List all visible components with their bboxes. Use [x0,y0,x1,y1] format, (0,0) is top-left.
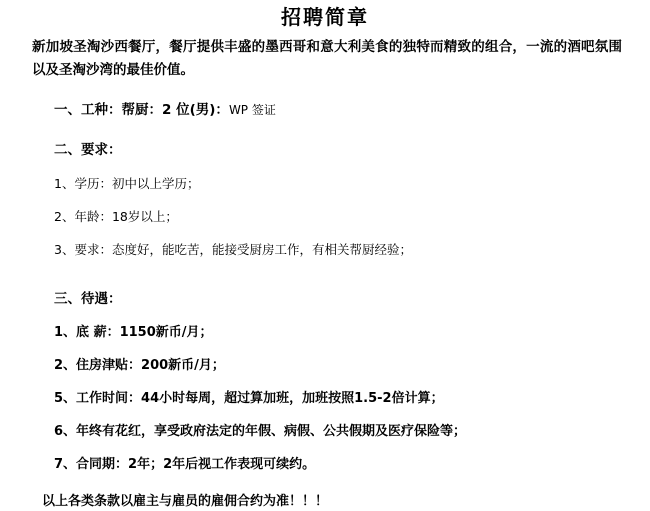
list-item: 1、底 薪：1150新币/月； [54,325,213,340]
list-item: 3、要求：态度好，能吃苦，能接受厨房工作，有相关帮厨经验； [54,242,412,257]
job-line-prefix: 一、工种：帮厨：2 位(男)： [54,102,229,118]
list-item: 6、年终有花红，享受政府法定的年假、病假、公共假期及医疗保险等； [54,424,467,439]
spacer [40,259,636,269]
document-body [0,30,650,511]
content-block [32,100,636,511]
list-item: 5、工作时间：44小时每周，超过算加班，加班按照1.5-2倍计算； [54,391,444,406]
intro-paragraph: 新加坡圣淘沙西餐厅，餐厅提供丰盛的墨西哥和意大利美食的独特而精致的组合，一流的酒吧氛围以及圣淘沙湾的最佳价值。 [32,39,622,78]
page-title: 招聘简章 [281,5,369,29]
footer-note: 以上各类条款以雇主与雇员的雇佣合约为准！！！ [42,494,329,509]
list-item: 2、年龄：18岁以上； [54,209,178,224]
document-page [0,4,650,509]
list-item: 2、住房津贴：200新币/月； [54,358,225,373]
requirements-heading: 二、要求： [54,142,122,158]
treatment-heading: 三、待遇： [54,291,122,307]
job-line-suffix: WP 签证 [228,103,276,117]
list-item: 7、合同期：2年；2年后视工作表现可续约。 [54,457,316,472]
job-line [40,100,636,120]
list-item: 1、学历：初中以上学历； [54,176,200,191]
